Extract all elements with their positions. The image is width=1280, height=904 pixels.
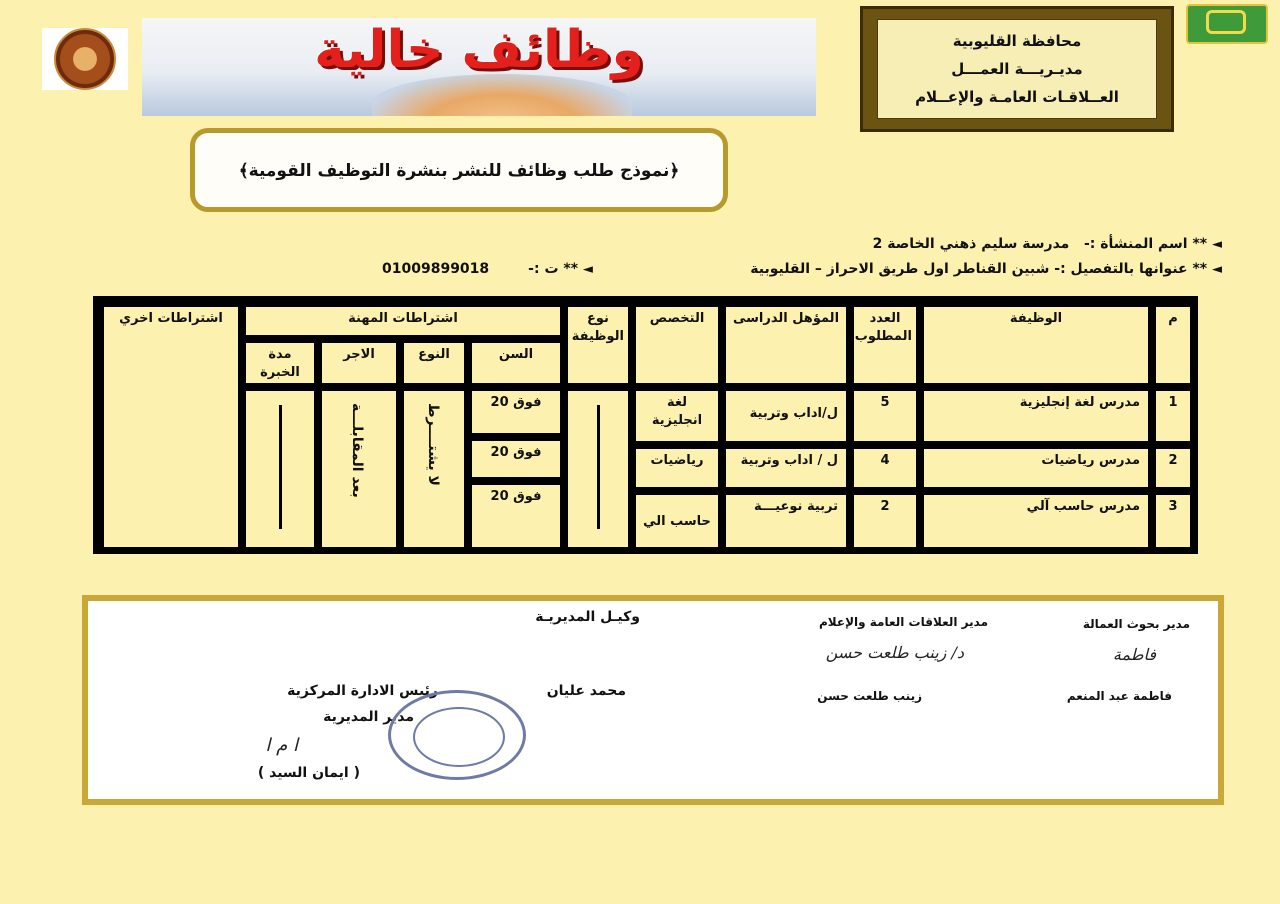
header-gender: النوع: [402, 341, 466, 385]
wage-merged-text: بعد المقابلـــة: [349, 403, 365, 498]
governorate-box: [860, 6, 1174, 132]
gov-line-3: العــلاقـات العامـة والإعــلام: [915, 88, 1119, 106]
header-conditions: اشتراطات المهنة: [244, 305, 562, 337]
job-type-merged: [566, 389, 630, 549]
row3-specialty: حاسب الي: [634, 493, 720, 549]
row2-specialty: رياضيات: [634, 447, 720, 489]
row3-no: 3: [1154, 493, 1192, 549]
org-line: [873, 236, 1222, 252]
directorate-manager-name: ( ايمان السيد ): [257, 765, 360, 781]
labor-manager-title: مدير بحوث العمالة: [1082, 617, 1190, 631]
address-label: ** عنوانها بالتفصيل :-: [1054, 261, 1208, 277]
header-job-type: نوع الوظيفة: [566, 305, 630, 385]
pr-manager-title: مدير العلاقات العامة والإعلام: [818, 615, 988, 629]
labor-manager-name: فاطمة عبد المنعم: [1066, 689, 1172, 703]
address-value: شبين القناطر اول طريق الاحراز – القليوبية: [750, 261, 1050, 277]
row2-no: 2: [1154, 447, 1192, 489]
gender-merged: [402, 389, 466, 549]
header-no: م: [1154, 305, 1192, 385]
header-count: العدد المطلوب: [852, 305, 918, 385]
row1-job: مدرس لغة إنجليزية: [922, 389, 1150, 443]
row2-job: مدرس رياضيات: [922, 447, 1150, 489]
phone-value: 01009899018: [382, 261, 490, 277]
pr-manager-signature: د/ زينب طلعت حسن: [825, 643, 964, 662]
phone-label: ** ت :-: [528, 261, 579, 277]
vacancies-banner: [142, 18, 816, 116]
jobs-table: [93, 296, 1198, 554]
row2-qualification: ل / اداب وتربية: [724, 447, 848, 489]
gov-line-1: محافظة القليوبية: [952, 32, 1082, 50]
bullet-triangle-icon: ◄: [1212, 237, 1222, 252]
bullet-triangle-icon: ◄: [1212, 262, 1222, 277]
gender-merged-text: لا يشتــــرط: [425, 403, 441, 486]
ministry-seal-logo: [42, 28, 128, 90]
directorate-manager-title: مدير المديرية: [323, 709, 414, 725]
row1-specialty: لغة انجليزية: [634, 389, 720, 443]
official-stamp: [388, 690, 526, 780]
header-other-conditions: اشتراطات اخري: [102, 305, 240, 549]
row3-job: مدرس حاسب آلي: [922, 493, 1150, 549]
wage-merged: [320, 389, 398, 549]
pr-manager-name: زينب طلعت حسن: [817, 689, 922, 703]
row3-age: فوق 20: [470, 483, 562, 549]
phone-line: [382, 261, 593, 277]
experience-merged: [244, 389, 316, 549]
row1-age: فوق 20: [470, 389, 562, 435]
gov-line-2: مديـريـــة العمـــل: [951, 60, 1083, 78]
row1-qualification: ل/اداب وتربية: [724, 389, 848, 443]
row3-count: 2: [852, 493, 918, 549]
banner-title: وظائف خالية: [314, 20, 644, 80]
org-value: مدرسة سليم ذهني الخاصة 2: [872, 236, 1070, 252]
row2-count: 4: [852, 447, 918, 489]
header-qualification: المؤهل الدراسى: [724, 305, 848, 385]
row2-age: فوق 20: [470, 439, 562, 479]
deputy-title: وكيـل المديريـة: [535, 609, 640, 625]
bullet-triangle-icon: ◄: [582, 262, 593, 277]
handshake-image: [372, 74, 632, 116]
header-job: الوظيفة: [922, 305, 1150, 385]
org-label: ** اسم المنشأة :-: [1083, 236, 1208, 252]
directorate-manager-signature: ا م ا: [265, 735, 298, 756]
deputy-name: محمد عليان: [546, 683, 626, 699]
central-admin-title: رئيس الادارة المركزية: [287, 683, 438, 699]
labor-manager-signature: فاطمة: [1112, 645, 1156, 664]
header-experience: مدة الخبرة: [244, 341, 316, 385]
address-line: [750, 261, 1222, 277]
header-wage: الاجر: [320, 341, 398, 385]
header-age: السن: [470, 341, 562, 385]
governorate-logo: [1186, 4, 1268, 44]
header-specialty: التخصص: [634, 305, 720, 385]
form-title: ﴿نموذج طلب وظائف للنشر بنشرة التوظيف القومية﴾: [190, 128, 728, 212]
signatures-box: [82, 595, 1224, 805]
row3-qualification: تربية نوعيـــة: [724, 493, 848, 549]
row1-count: 5: [852, 389, 918, 443]
row1-no: 1: [1154, 389, 1192, 443]
